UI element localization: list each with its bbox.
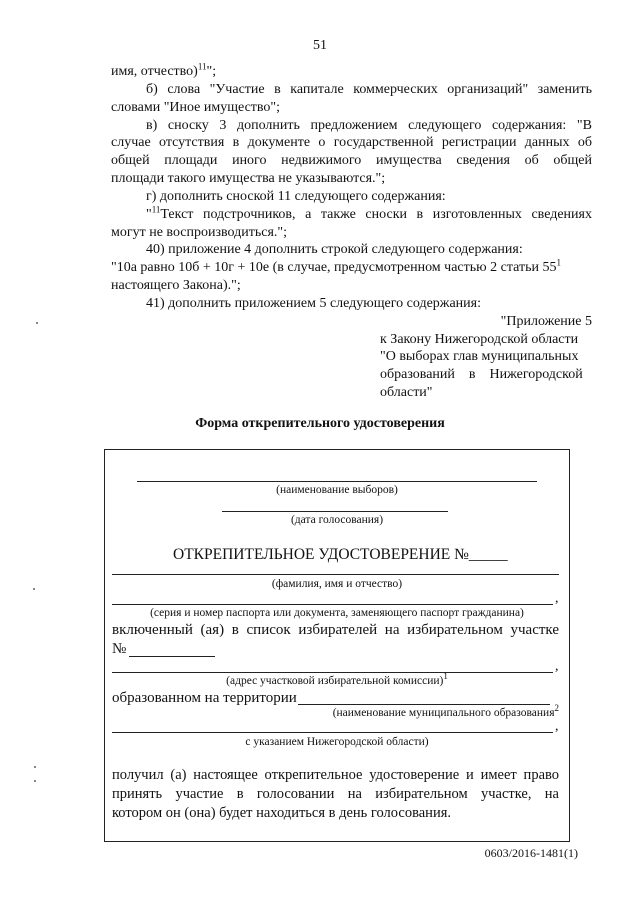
appendix-line-4: образований в Нижегородской [380,367,583,382]
text-line-4: в) сноску 3 дополнить предложением следующего содержания: "В [146,118,592,133]
document-code: 0603/2016-1481(1) [484,846,578,860]
form-box [104,449,570,842]
appendix-line-5: области" [380,385,433,400]
appendix-line-3: "О выборах глав муниципальных [380,349,579,364]
region-line [112,732,553,733]
election-name-line [137,481,537,482]
scan-speck [34,766,36,768]
text-line-7: площади такого имущества не указываются."; [111,171,386,186]
text-line-14: 41) дополнить приложением 5 следующего содержания: [146,296,481,311]
text-line-12: "10а равно 10б + 10г + 10е (в случае, предусмотренном частью 2 статьи $55^1$ [111,257,561,275]
received-text-line-2: принять участие в голосовании на избирательном участке, на [112,786,559,802]
region-caption: с указанием Нижегородской области) [245,736,429,748]
election-name-caption: (наименование выборов) [276,484,398,496]
passport-caption: (серия и номер паспорта или документа, заменяющего паспорт гражданина) [150,607,524,619]
commission-caption: (адрес участковой избирательной комиссии)$^1$ [226,671,448,687]
text-line-2: б) слова "Участие в капитале коммерческих организаций" заменить [146,82,592,97]
text-line-13: настоящего Закона)."; [111,278,241,293]
date-caption: (дата голосования) [290,514,384,526]
text-line-10: могут не воспроизводиться."; [111,225,288,240]
page-number: 51 [313,38,327,53]
text-line-6: общей площади иного недвижимого имущества сведения об общей [111,153,592,168]
included-text: включенный (ая) в список избирателей на избирательном участке [112,622,559,638]
text-line-3: словами "Иное имущество"; [111,100,281,115]
station-number-line [129,656,215,657]
certificate-heading: ОТКРЕПИТЕЛЬНОЕ УДОСТОВЕРЕНИЕ №_____ [173,546,508,563]
scan-speck [34,780,36,782]
commission-line [112,672,553,673]
received-text-line-3: котором он (она) будет находиться в день голосования. [112,805,451,821]
scan-speck [33,588,35,590]
comma-2: , [555,659,559,674]
station-number-label: № [112,641,127,657]
comma-1: , [555,591,559,606]
text-line-5: случае отсутствия в документе о государственной регистрации данных об [111,135,592,150]
appendix-line-2: к Закону Нижегородской области [380,332,579,347]
territory-line [298,704,550,705]
text-line-9: "$^{11}$Текст подстрочников, а также сноски в изготовленных сведениях [146,204,592,222]
scan-speck [36,322,38,324]
appendix-line-1: "Приложение 5 [500,314,592,329]
date-line [222,511,448,512]
name-caption: (фамилия, имя и отчество) [271,578,403,590]
passport-line [112,604,553,605]
name-line [112,574,559,575]
received-text-line-1: получил (а) настоящее открепительное удостоверение и имеет право [112,767,559,783]
text-line-8: г) дополнить сноской 11 следующего содержания: [146,189,446,204]
form-title: Форма открепительного удостоверения [195,416,445,431]
text-line-11: 40) приложение 4 дополнить строкой следующего содержания: [146,242,523,257]
territory-label: образованном на территории [112,690,297,706]
comma-3: , [555,719,559,734]
text-line-1: имя, отчество)$^{11}$"; [111,61,217,79]
municipality-caption: (наименование муниципального образования$^2$ [332,703,559,719]
